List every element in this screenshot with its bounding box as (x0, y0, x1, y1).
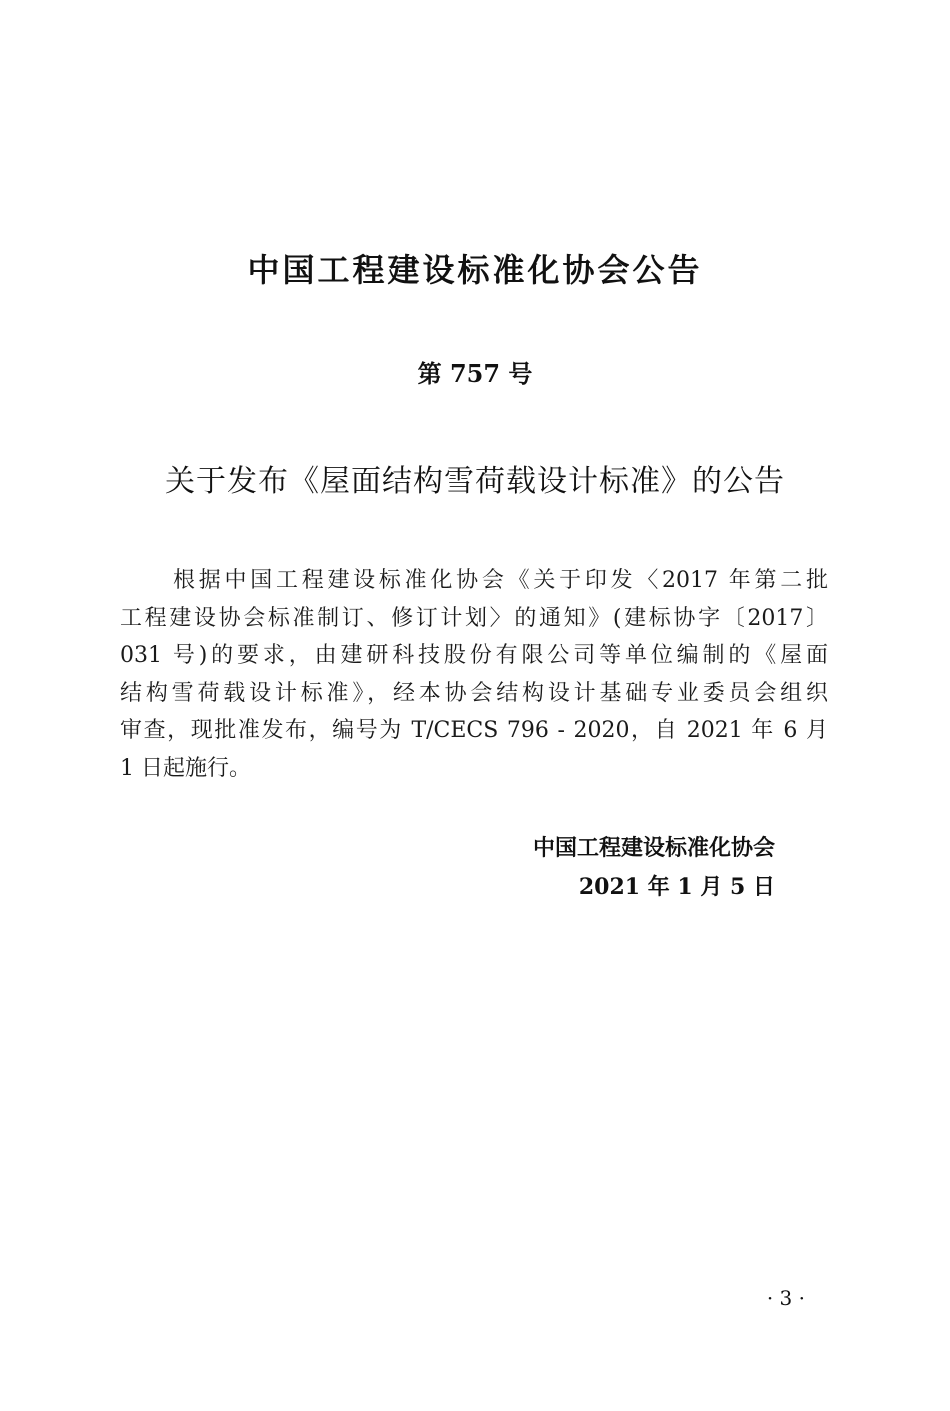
notice-title: 关于发布《屋面结构雪荷载设计标准》的公告 (165, 464, 785, 499)
signature-date: 2021 年 1 月 5 日 (578, 874, 775, 900)
body-line: 工程建设协会标准制订、修订计划〉的通知》(建标协字〔2017〕 (120, 605, 828, 631)
notice-number: 第 757 号 (417, 359, 533, 388)
issuer-heading: 中国工程建设标准化协会公告 (247, 251, 703, 289)
body-line: 结构雪荷载设计标准》，经本协会结构设计基础专业委员会组织 (120, 680, 828, 706)
body-line: 1 日起施行。 (120, 755, 251, 781)
page-number: · 3 · (766, 1286, 805, 1310)
body-line: 根据中国工程建设标准化协会《关于印发〈2017 年第二批 (173, 568, 828, 593)
body-line: 审查，现批准发布，编号为 T/CECS 796 - 2020，自 2021 年 6 月 (120, 718, 828, 743)
signature-organization: 中国工程建设标准化协会 (532, 836, 775, 861)
body-line: 031 号)的要求，由建研科技股份有限公司等单位编制的《屋面 (120, 643, 828, 668)
notice-body (120, 562, 828, 787)
